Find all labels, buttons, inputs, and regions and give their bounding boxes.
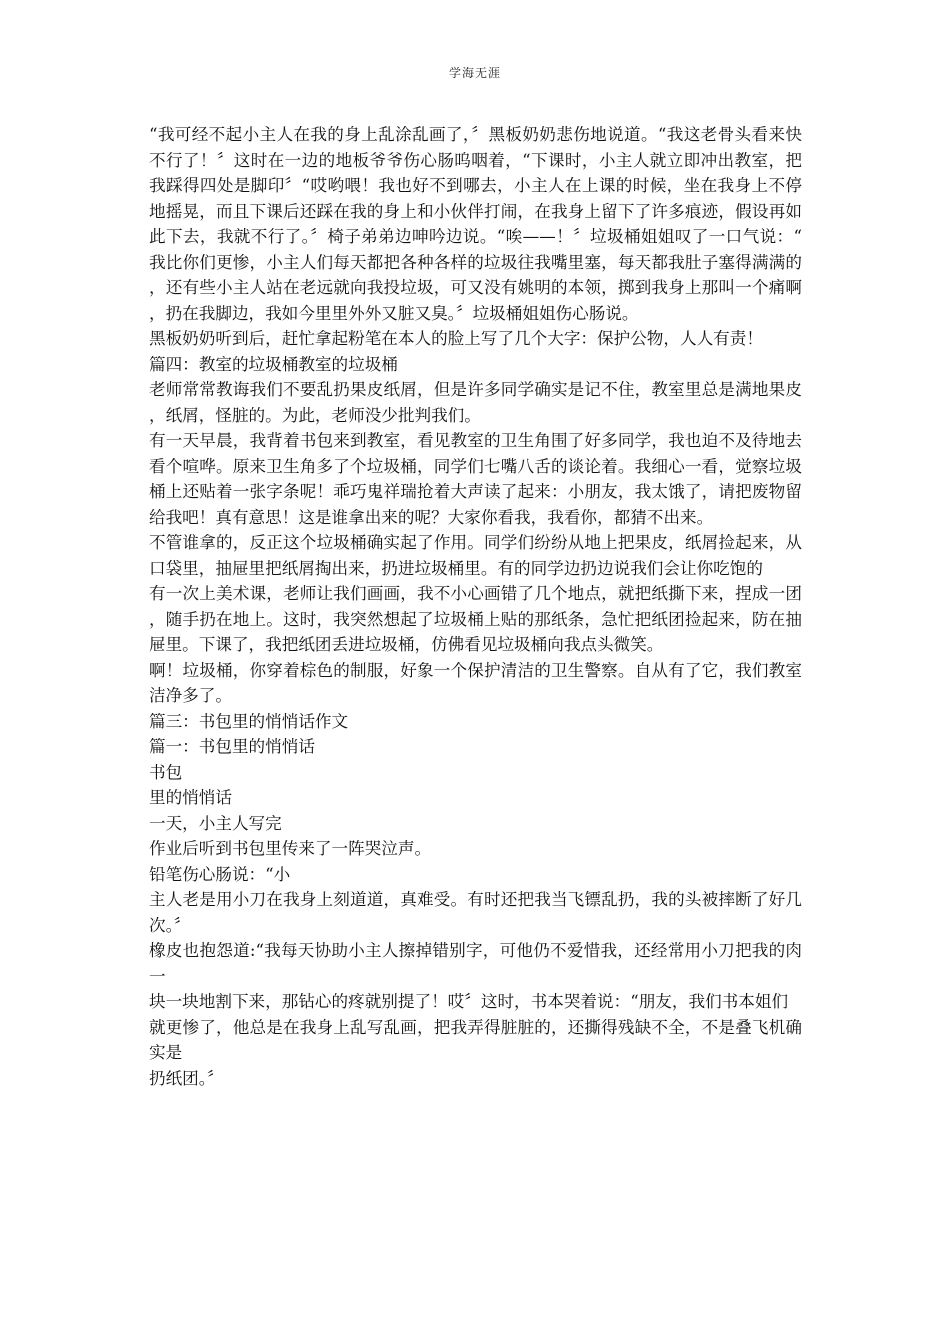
section-heading: 篇四：教室的垃圾桶教室的垃圾桶 (149, 354, 398, 374)
paragraph: 里的悄悄话 (149, 788, 232, 807)
paragraph: 一天，小主人写完 (149, 813, 282, 833)
paragraph: “我可经不起小主人在我的身上乱涂乱画了，〞黑板奶奶悲伤地说道。“我这老骨头看来快不行了！〞这时在一边的地板爷爷伤心肠呜咽着，“下课时，小主人就立即冲出教室，把我踩得四处是脚印〞“哎哟喂！我也好不到哪去，小主人在上课的时候，坐在我身上不停地摇晃，而且下课后还踩在我的身上和小伙伴打闹，在我身上留下了许多痕迹，假设再如此下去，我就不行了。〞椅子弟弟边呻吟边说。“唉——！〞垃圾桶姐姐叹了一口气说：“我比你们更惨，小主人们每天都把各种各样的垃圾往我嘴里塞，每天都我肚子塞得满满的，还有些小主人站在老远就向我投垃圾，可又没有姚明的本领，掷到我身上那叫一个痛啊，扔在我脚边，我如今里里外外又脏又臭。〞垃圾桶姐姐伤心肠说。 (149, 125, 802, 323)
paragraph: 不管谁拿的，反正这个垃圾桶确实起了作用。同学们纷纷从地上把果皮，纸屑捡起来，从口袋里，抽屉里把纸屑掏出来，扔进垃圾桶里。有的同学边扔边说我们会让你吃饱的 (149, 533, 802, 578)
paragraph: 铅笔伤心肠说：“小 (149, 864, 291, 884)
paragraph: 有一天早晨，我背着书包来到教室，看见教室的卫生角围了好多同学，我也迫不及待地去看个喧哗。原来卫生角多了个垃圾桶，同学们七嘴八舌的谈论着。我细心一看，觉察垃圾桶上还贴着一张字条呢！乖巧鬼祥瑞抢着大声读了起来：小朋友，我太饿了，请把废物留给我吧！真有意思！这是谁拿出来的呢？大家你看我，我看你，都猜不出来。 (149, 431, 802, 527)
paragraph: 橡皮也抱怨道:“我每天协助小主人擦掉错别字，可他仍不爱惜我，还经常用小刀把我的肉一 (149, 941, 802, 986)
paragraph: 黑板奶奶听到后，赶忙拿起粉笔在本人的脸上写了几个大字：保护公物，人人有责！ (149, 329, 763, 348)
section-heading: 篇一：书包里的悄悄话 (149, 737, 315, 756)
paragraph: 书包 (149, 762, 183, 782)
paragraph: 啊！垃圾桶，你穿着棕色的制服，好象一个保护清洁的卫生警察。自从有了它，我们教室洁净多了。 (149, 660, 802, 705)
paragraph: 扔纸团。〞 (149, 1068, 224, 1088)
paragraph: 就更惨了，他总是在我身上乱写乱画，把我弄得脏脏的，还撕得残缺不全，不是叠飞机确实是 (149, 1017, 802, 1062)
paragraph: 老师常常教诲我们不要乱扔果皮纸屑，但是许多同学确实是记不住，教室里总是满地果皮，纸屑，怪脏的。为此，老师没少批判我们。 (149, 380, 802, 425)
section-heading: 篇三：书包里的悄悄话作文 (149, 711, 349, 731)
paragraph: 块一块地割下来，那钻心的疼就别提了！哎〞这时，书本哭着说：“朋友，我们书本姐们 (149, 992, 789, 1011)
paragraph: 有一次上美术课，老师让我们画画，我不小心画错了几个地点，就把纸撕下来，捏成一团，随手扔在地上。这时，我突然想起了垃圾桶上贴的那纸条，急忙把纸团捡起来，防在抽屉里。下课了，我把纸团丢进垃圾桶，仿佛看见垃圾桶向我点头微笑。 (149, 584, 802, 654)
paragraph: 作业后听到书包里传来了一阵哭泣声。 (149, 839, 432, 858)
paragraph: 主人老是用小刀在我身上刻道道，真难受。有时还把我当飞镖乱扔，我的头被摔断了好几次。〞 (149, 890, 802, 935)
document-body (149, 122, 802, 1091)
page-header: 学海无涯 (448, 66, 501, 80)
